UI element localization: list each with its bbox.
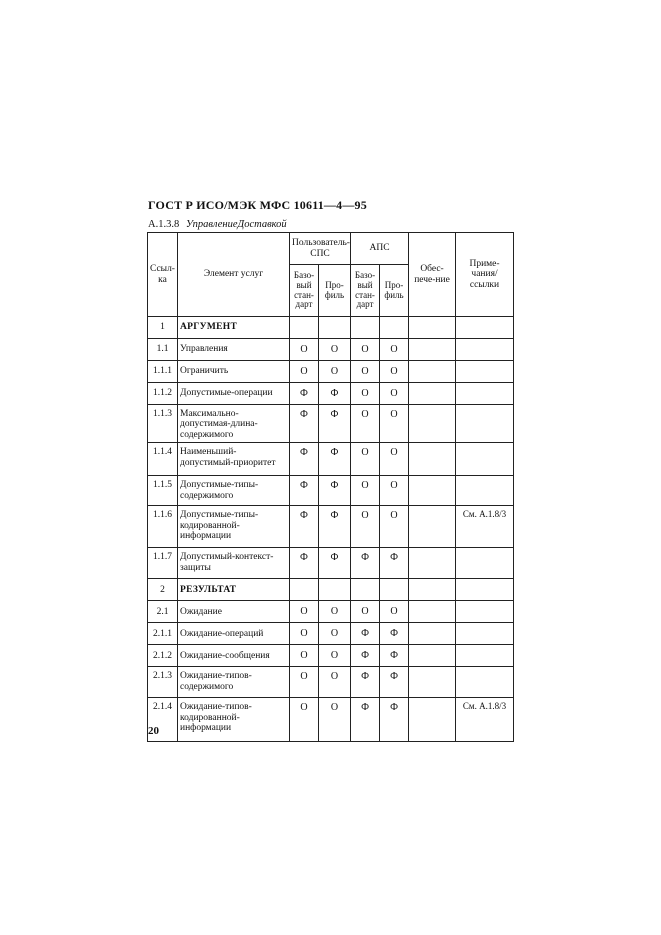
cell-user-profile: [319, 317, 351, 339]
conformance-table: [147, 232, 514, 742]
cell-element: Ожидание-операций: [178, 623, 290, 645]
cell-provision: [409, 506, 456, 548]
cell-user-base: Ф: [290, 405, 319, 443]
table-row: [148, 339, 514, 361]
table-row: [148, 548, 514, 579]
cell-element: Допустимые-типы-кодированной-информации: [178, 506, 290, 548]
cell-aps-profile: О: [380, 443, 409, 476]
cell-user-base: Ф: [290, 443, 319, 476]
cell-provision: [409, 645, 456, 667]
cell-aps-base: О: [351, 383, 380, 405]
table-row: [148, 667, 514, 698]
header-element: Элемент услуг: [178, 233, 290, 317]
cell-aps-base: Ф: [351, 623, 380, 645]
table-row: [148, 698, 514, 742]
cell-note: [456, 443, 514, 476]
cell-note: См. А.1.8/3: [456, 698, 514, 742]
cell-ref: 2: [148, 579, 178, 601]
cell-user-base: Ф: [290, 506, 319, 548]
cell-note: [456, 548, 514, 579]
cell-provision: [409, 698, 456, 742]
cell-aps-base: О: [351, 361, 380, 383]
cell-ref: 1: [148, 317, 178, 339]
cell-note: [456, 476, 514, 506]
cell-provision: [409, 667, 456, 698]
header-provision: Обес-пече-ние: [409, 233, 456, 317]
cell-aps-base: О: [351, 405, 380, 443]
cell-provision: [409, 623, 456, 645]
cell-element: Максимально-допустимая-длина-содержимого: [178, 405, 290, 443]
cell-ref: 2.1.3: [148, 667, 178, 698]
cell-ref: 1.1.2: [148, 383, 178, 405]
cell-aps-profile: Ф: [380, 548, 409, 579]
cell-ref: 1.1.4: [148, 443, 178, 476]
cell-element: Наименьший-допустимый-приоритет: [178, 443, 290, 476]
cell-aps-profile: О: [380, 506, 409, 548]
cell-user-profile: О: [319, 645, 351, 667]
table-row: [148, 645, 514, 667]
cell-user-base: Ф: [290, 548, 319, 579]
cell-user-profile: О: [319, 601, 351, 623]
cell-aps-profile: О: [380, 361, 409, 383]
header-aps-base: Базо-вый стан-дарт: [351, 265, 380, 317]
cell-user-profile: Ф: [319, 383, 351, 405]
cell-provision: [409, 548, 456, 579]
cell-element: Управления: [178, 339, 290, 361]
cell-element: Ожидание-сообщения: [178, 645, 290, 667]
cell-user-profile: О: [319, 339, 351, 361]
cell-note: [456, 667, 514, 698]
cell-aps-base: Ф: [351, 667, 380, 698]
cell-element: Допустимый-контекст-защиты: [178, 548, 290, 579]
cell-element: Ожидание-типов-содержимого: [178, 667, 290, 698]
table-caption: [148, 219, 287, 230]
cell-element: АРГУМЕНТ: [178, 317, 290, 339]
cell-aps-profile: Ф: [380, 645, 409, 667]
cell-user-profile: [319, 579, 351, 601]
table-row: [148, 506, 514, 548]
cell-aps-profile: Ф: [380, 667, 409, 698]
cell-aps-profile: [380, 317, 409, 339]
cell-user-base: О: [290, 645, 319, 667]
header-aps-profile: Про-филь: [380, 265, 409, 317]
cell-ref: 1.1.6: [148, 506, 178, 548]
cell-aps-profile: О: [380, 339, 409, 361]
cell-aps-profile: О: [380, 405, 409, 443]
cell-user-profile: О: [319, 698, 351, 742]
cell-note: [456, 579, 514, 601]
cell-user-profile: Ф: [319, 443, 351, 476]
cell-user-base: О: [290, 339, 319, 361]
caption-number: A.1.3.8: [148, 219, 180, 230]
cell-user-base: О: [290, 623, 319, 645]
cell-user-base: О: [290, 361, 319, 383]
header-user-profile: Про-филь: [319, 265, 351, 317]
table-row: [148, 579, 514, 601]
cell-aps-base: Ф: [351, 645, 380, 667]
table-row: [148, 361, 514, 383]
cell-provision: [409, 443, 456, 476]
cell-aps-base: О: [351, 476, 380, 506]
header-group-user: Пользователь-СПС: [290, 233, 351, 265]
cell-ref: 1.1: [148, 339, 178, 361]
header-notes: Приме-чания/ссылки: [456, 233, 514, 317]
cell-note: [456, 361, 514, 383]
cell-note: [456, 623, 514, 645]
table-row: [148, 623, 514, 645]
cell-aps-base: [351, 317, 380, 339]
cell-element: Допустимые-типы-содержимого: [178, 476, 290, 506]
cell-ref: 2.1.1: [148, 623, 178, 645]
cell-ref: 2.1: [148, 601, 178, 623]
table-row: [148, 383, 514, 405]
cell-user-base: Ф: [290, 383, 319, 405]
cell-provision: [409, 383, 456, 405]
table-row: [148, 317, 514, 339]
cell-note: [456, 383, 514, 405]
cell-aps-base: О: [351, 601, 380, 623]
cell-aps-base: О: [351, 506, 380, 548]
cell-aps-base: Ф: [351, 698, 380, 742]
cell-provision: [409, 476, 456, 506]
cell-user-base: [290, 579, 319, 601]
cell-provision: [409, 339, 456, 361]
cell-element: Допустимые-операции: [178, 383, 290, 405]
cell-aps-profile: [380, 579, 409, 601]
cell-user-profile: О: [319, 623, 351, 645]
table-row: [148, 443, 514, 476]
cell-provision: [409, 601, 456, 623]
cell-aps-base: О: [351, 339, 380, 361]
cell-user-base: О: [290, 601, 319, 623]
caption-title: УправлениеДоставкой: [185, 219, 287, 230]
cell-aps-profile: О: [380, 476, 409, 506]
cell-aps-base: О: [351, 443, 380, 476]
cell-user-base: О: [290, 698, 319, 742]
cell-aps-profile: Ф: [380, 698, 409, 742]
cell-aps-profile: Ф: [380, 623, 409, 645]
cell-ref: 1.1.7: [148, 548, 178, 579]
cell-provision: [409, 317, 456, 339]
cell-user-profile: Ф: [319, 548, 351, 579]
cell-aps-profile: О: [380, 601, 409, 623]
header-user-base: Базо-вый стан-дарт: [290, 265, 319, 317]
cell-user-profile: Ф: [319, 476, 351, 506]
cell-note: [456, 405, 514, 443]
document-header: ГОСТ Р ИСО/МЭК МФС 10611—4—95: [148, 198, 367, 212]
cell-user-profile: Ф: [319, 506, 351, 548]
cell-user-base: О: [290, 667, 319, 698]
cell-provision: [409, 579, 456, 601]
cell-ref: 1.1.3: [148, 405, 178, 443]
cell-note: [456, 339, 514, 361]
table-row: [148, 601, 514, 623]
cell-user-profile: О: [319, 667, 351, 698]
cell-user-base: Ф: [290, 476, 319, 506]
cell-ref: 2.1.4: [148, 698, 178, 742]
cell-user-profile: О: [319, 361, 351, 383]
cell-ref: 2.1.2: [148, 645, 178, 667]
cell-note: [456, 645, 514, 667]
cell-element: РЕЗУЛЬТАТ: [178, 579, 290, 601]
cell-user-profile: Ф: [319, 405, 351, 443]
cell-element: Ожидание-типов-кодированной-информации: [178, 698, 290, 742]
cell-note: [456, 601, 514, 623]
cell-ref: 1.1.5: [148, 476, 178, 506]
cell-provision: [409, 405, 456, 443]
table-row: [148, 405, 514, 443]
cell-user-base: [290, 317, 319, 339]
cell-element: Ограничить: [178, 361, 290, 383]
cell-provision: [409, 361, 456, 383]
page-number: 20: [148, 725, 159, 737]
header-group-aps: АПС: [351, 233, 409, 265]
cell-aps-base: [351, 579, 380, 601]
cell-element: Ожидание: [178, 601, 290, 623]
cell-aps-profile: О: [380, 383, 409, 405]
cell-ref: 1.1.1: [148, 361, 178, 383]
cell-aps-base: Ф: [351, 548, 380, 579]
cell-note: См. А.1.8/3: [456, 506, 514, 548]
table-row: [148, 476, 514, 506]
header-ref: Ссыл-ка: [148, 233, 178, 317]
cell-note: [456, 317, 514, 339]
